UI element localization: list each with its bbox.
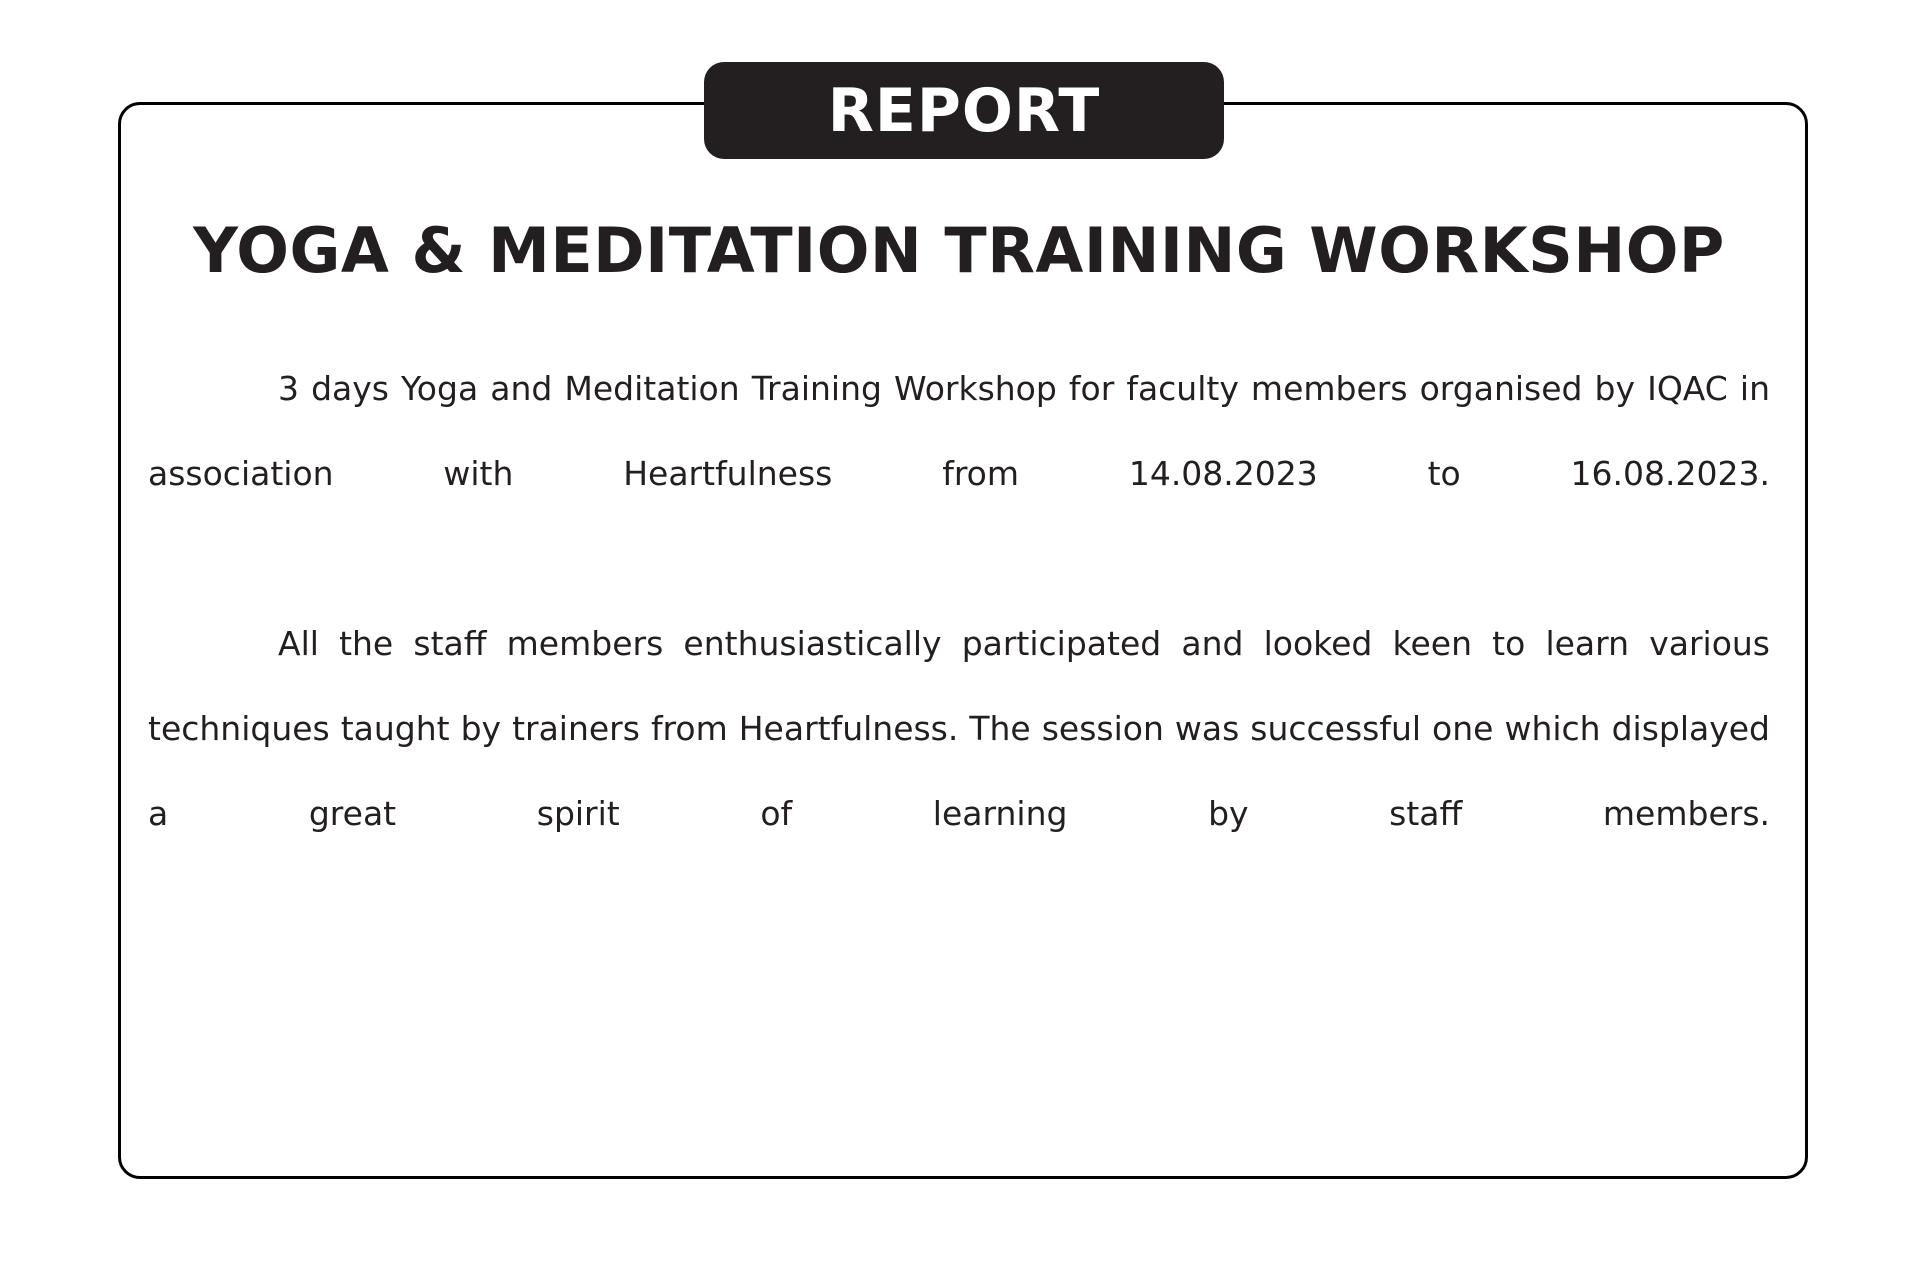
- paragraph-participation: All the staff members enthusiastically participated and looked keen to learn various techniques taught by trainers from Heartfulness. The session was successful one which displayed a great spirit of learning by staff members.: [148, 624, 1770, 833]
- paragraph-workshop-details: 3 days Yoga and Meditation Training Workshop for faculty members organised by IQAC in association with Heartfulness from 14.08.2023 to 16.08.2023.: [148, 369, 1770, 493]
- document-body: [148, 346, 1770, 941]
- report-label: REPORT: [827, 75, 1101, 146]
- document-title: YOGA & MEDITATION TRAINING WORKSHOP: [193, 214, 1725, 287]
- report-header-tab: [704, 62, 1224, 159]
